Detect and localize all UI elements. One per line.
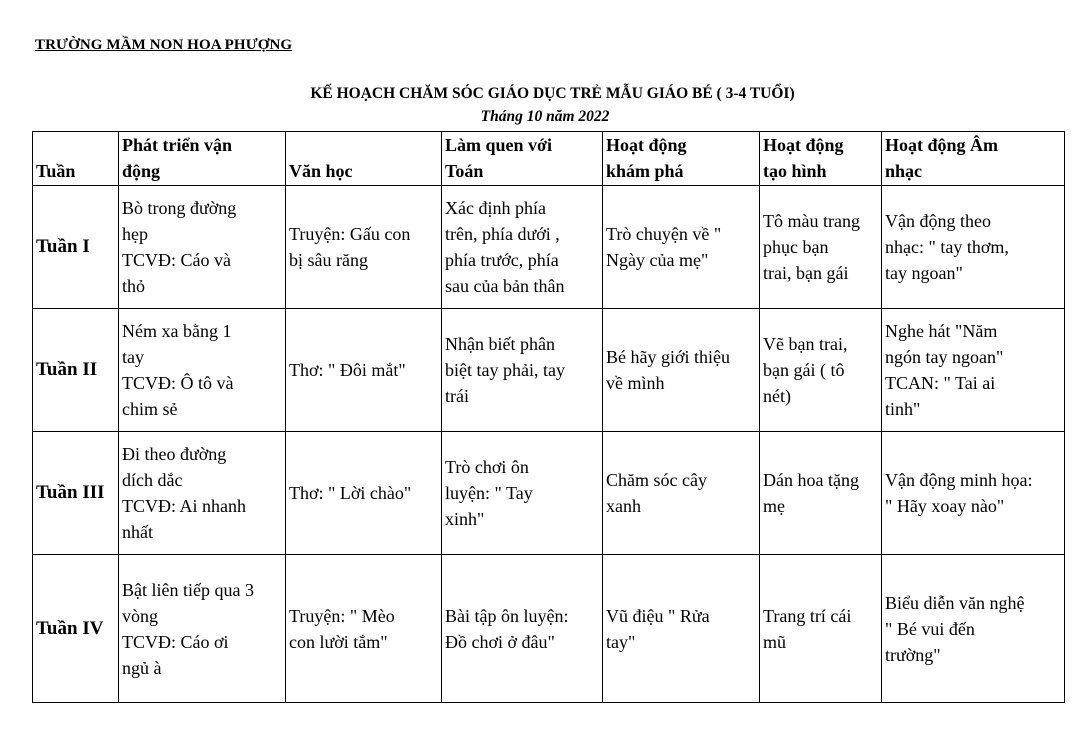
motor-cell [119,186,286,309]
column-header-line: Phát triển vận [122,135,232,155]
literature-cell [286,555,442,703]
cell-line: Bò trong đường [122,198,237,218]
cell-line: Bài tập ôn luyện: [445,605,569,626]
column-header-line: động [122,161,161,181]
explore-cell [603,186,760,309]
cell-line: Đi theo đường [122,444,227,464]
cell-line: xanh [606,496,641,516]
cell-line: luyện: " Tay [445,483,533,503]
cell-line: vòng [122,605,158,626]
column-header-math [442,132,603,186]
cell-line: con lười tắm" [289,631,388,652]
cell-line: TCVĐ: Cáo và [122,250,231,270]
column-header-line: tạo hình [763,161,827,181]
cell-line: TCVĐ: Ô tô và [122,373,234,393]
cell-line: biệt tay phải, tay [445,360,565,380]
document-subtitle: Tháng 10 năm 2022 [480,108,610,125]
cell-line: Bé hãy giới thiệu [606,347,730,367]
week-cell: Tuần II [33,309,119,432]
cell-line: trái [445,386,469,406]
cell-line: Đồ chơi ở đâu" [445,631,555,652]
cell-line: xinh" [445,509,485,529]
cell-line: TCAN: " Tai ai [885,373,996,393]
cell-line: Xác định phía [445,198,546,218]
cell-line: sau của bản thân [445,276,565,296]
table-row [33,555,1065,703]
cell-line: " Hãy xoay nào" [885,496,1005,516]
art-cell [760,555,882,703]
cell-line: chim sẻ [122,399,178,419]
cell-line: Chăm sóc cây [606,470,707,490]
cell-line: Bật liên tiếp qua 3 [122,579,254,600]
week-cell: Tuần I [33,186,119,309]
math-cell [442,186,603,309]
cell-line: tinh" [885,399,921,419]
school-name: TRƯỜNG MẦM NON HOA PHƯỢNG [35,37,293,53]
cell-line: Ngày của mẹ" [606,250,709,270]
table-row [33,432,1065,555]
column-header-line: nhạc [885,161,923,181]
column-header-literature [286,132,442,186]
cell-line: Dán hoa tặng [763,470,859,490]
cell-line: mũ [763,631,787,652]
cell-line: trên, phía dưới , [445,224,560,244]
cell-line: Trò chuyện về " [606,224,722,244]
cell-line: hẹp [122,224,148,244]
music-cell [882,432,1065,555]
cell-line: Thơ: " Lời chào" [289,483,412,503]
cell-line: bị sâu răng [289,250,368,270]
week-cell: Tuần III [33,432,119,555]
column-header-motor [119,132,286,186]
cell-line: nét) [763,386,791,406]
cell-line: phía trước, phía [445,250,559,270]
cell-line: mẹ [763,496,785,516]
column-header-music [882,132,1065,186]
cell-line: Trang trí cái [763,605,852,626]
cell-line: nhạc: " tay thơm, [885,237,1009,257]
column-header-explore [603,132,760,186]
plan-table [32,131,1065,703]
explore-cell [603,309,760,432]
cell-line: Vận động theo [885,211,991,231]
column-header-line: Hoạt động [763,135,844,155]
cell-line: Nhận biết phân [445,334,555,354]
cell-line: về mình [606,373,665,393]
cell-line: dích dắc [122,470,183,490]
cell-line: ngón tay ngoan" [885,347,1004,367]
motor-cell [119,555,286,703]
math-cell [442,555,603,703]
document-title: KẾ HOẠCH CHĂM SÓC GIÁO DỤC TRẺ MẪU GIÁO BÉ ( 3-4 TUỔI) [310,85,795,102]
cell-line: Ném xa bằng 1 [122,321,232,341]
column-header-line: Văn học [289,161,353,181]
art-cell [760,309,882,432]
music-cell [882,186,1065,309]
cell-line: nhất [122,522,153,542]
cell-line: TCVĐ: Cáo ơi [122,631,229,652]
literature-cell [286,432,442,555]
motor-cell [119,432,286,555]
cell-line: Vũ điệu " Rửa [606,605,710,626]
column-header-line: Hoạt động [606,135,687,155]
column-header-line: Toán [445,161,484,181]
week-cell: Tuần IV [33,555,119,703]
cell-line: tay" [606,631,636,652]
cell-line: " Bé vui đến [885,618,975,639]
art-cell [760,432,882,555]
literature-cell [286,309,442,432]
cell-line: Vận động minh họa: [885,470,1033,490]
table-row [33,309,1065,432]
column-header-line: khám phá [606,161,684,181]
cell-line: Tô màu trang [763,211,860,231]
table-header-row [33,132,1065,186]
cell-line: trường" [885,644,941,665]
art-cell [760,186,882,309]
math-cell [442,432,603,555]
cell-line: ngủ à [122,657,162,678]
column-header-week [33,132,119,186]
column-header-art [760,132,882,186]
cell-line: Truyện: " Mèo [289,605,395,626]
column-header-line: Làm quen với [445,135,552,155]
music-cell [882,555,1065,703]
cell-line: tay [122,347,144,367]
cell-line: phục bạn [763,237,829,257]
cell-line: Trò chơi ôn [445,457,529,477]
cell-line: bạn gái ( tô [763,360,845,380]
cell-line: Nghe hát "Năm [885,321,998,341]
motor-cell [119,309,286,432]
cell-line: Truyện: Gấu con [289,224,411,244]
column-header-line: Hoạt động Âm [885,135,999,155]
literature-cell [286,186,442,309]
explore-cell [603,432,760,555]
cell-line: thỏ [122,276,146,296]
cell-line: tay ngoan" [885,263,963,283]
explore-cell [603,555,760,703]
cell-line: Vẽ bạn trai, [763,334,848,354]
table-row [33,186,1065,309]
math-cell [442,309,603,432]
music-cell [882,309,1065,432]
cell-line: TCVĐ: Ai nhanh [122,496,246,516]
cell-line: trai, bạn gái [763,263,849,283]
cell-line: Biểu diễn văn nghệ [885,592,1025,613]
column-header-line: Tuần [36,161,76,181]
cell-line: Thơ: " Đôi mắt" [289,360,406,380]
